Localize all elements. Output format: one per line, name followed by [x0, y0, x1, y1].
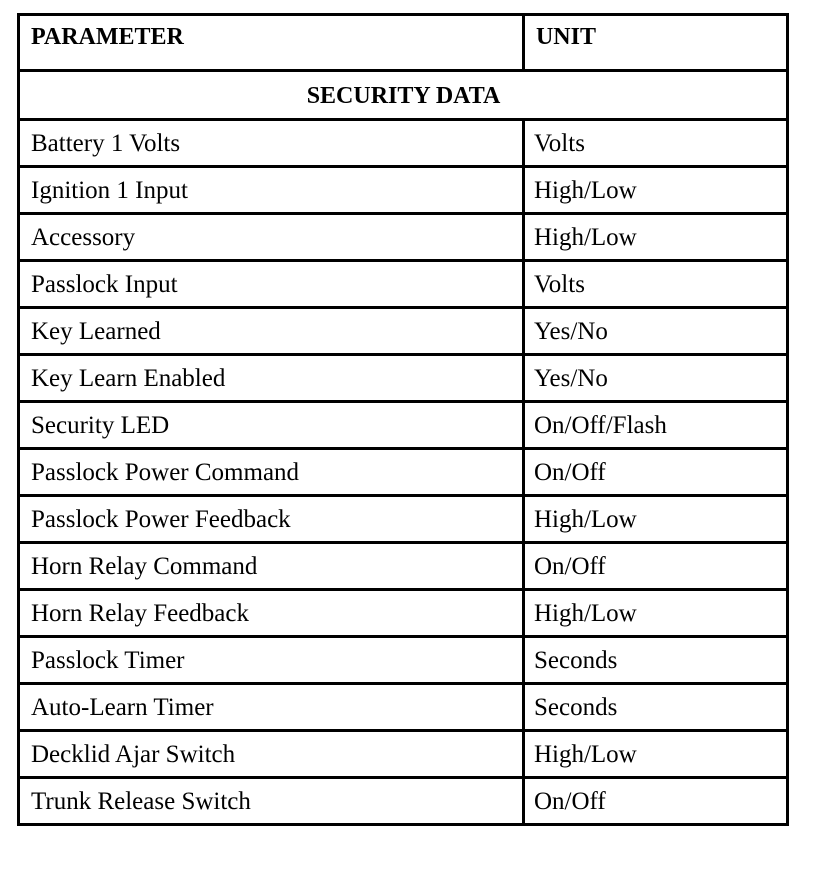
table-row: [19, 120, 788, 167]
parameter-cell: Battery 1 Volts: [19, 120, 524, 167]
unit-cell: Yes/No: [523, 355, 787, 402]
unit-cell: Volts: [523, 120, 787, 167]
parameter-cell: Horn Relay Feedback: [19, 590, 524, 637]
table-row: [19, 402, 788, 449]
table-header-row: [19, 15, 788, 71]
parameter-cell: Key Learn Enabled: [19, 355, 524, 402]
unit-cell: Yes/No: [523, 308, 787, 355]
parameter-cell: Key Learned: [19, 308, 524, 355]
parameter-cell: Decklid Ajar Switch: [19, 731, 524, 778]
parameter-cell: Passlock Input: [19, 261, 524, 308]
unit-cell: High/Low: [523, 731, 787, 778]
parameter-cell: Passlock Power Command: [19, 449, 524, 496]
unit-cell: On/Off: [523, 543, 787, 590]
table-row: [19, 637, 788, 684]
column-header-unit: UNIT: [523, 15, 787, 71]
unit-cell: Seconds: [523, 637, 787, 684]
table-row: [19, 167, 788, 214]
parameter-cell: Security LED: [19, 402, 524, 449]
unit-cell: High/Low: [523, 167, 787, 214]
column-header-parameter: PARAMETER: [19, 15, 524, 71]
parameter-cell: Ignition 1 Input: [19, 167, 524, 214]
parameter-cell: Trunk Release Switch: [19, 778, 524, 825]
table-body: [19, 71, 788, 825]
unit-cell: High/Low: [523, 214, 787, 261]
table-row: [19, 590, 788, 637]
table-row: [19, 214, 788, 261]
section-row: [19, 71, 788, 120]
table-row: [19, 543, 788, 590]
parameter-cell: Passlock Timer: [19, 637, 524, 684]
table-row: [19, 261, 788, 308]
table-row: [19, 731, 788, 778]
section-title: SECURITY DATA: [19, 71, 788, 120]
unit-cell: On/Off: [523, 449, 787, 496]
table-row: [19, 684, 788, 731]
parameter-cell: Passlock Power Feedback: [19, 496, 524, 543]
unit-cell: On/Off/Flash: [523, 402, 787, 449]
parameter-cell: Auto-Learn Timer: [19, 684, 524, 731]
parameter-cell: Accessory: [19, 214, 524, 261]
security-data-table: [17, 13, 789, 826]
table-row: [19, 778, 788, 825]
unit-cell: Volts: [523, 261, 787, 308]
unit-cell: Seconds: [523, 684, 787, 731]
unit-cell: High/Low: [523, 496, 787, 543]
table-row: [19, 355, 788, 402]
parameter-cell: Horn Relay Command: [19, 543, 524, 590]
table-row: [19, 449, 788, 496]
unit-cell: High/Low: [523, 590, 787, 637]
table-row: [19, 496, 788, 543]
unit-cell: On/Off: [523, 778, 787, 825]
table-row: [19, 308, 788, 355]
